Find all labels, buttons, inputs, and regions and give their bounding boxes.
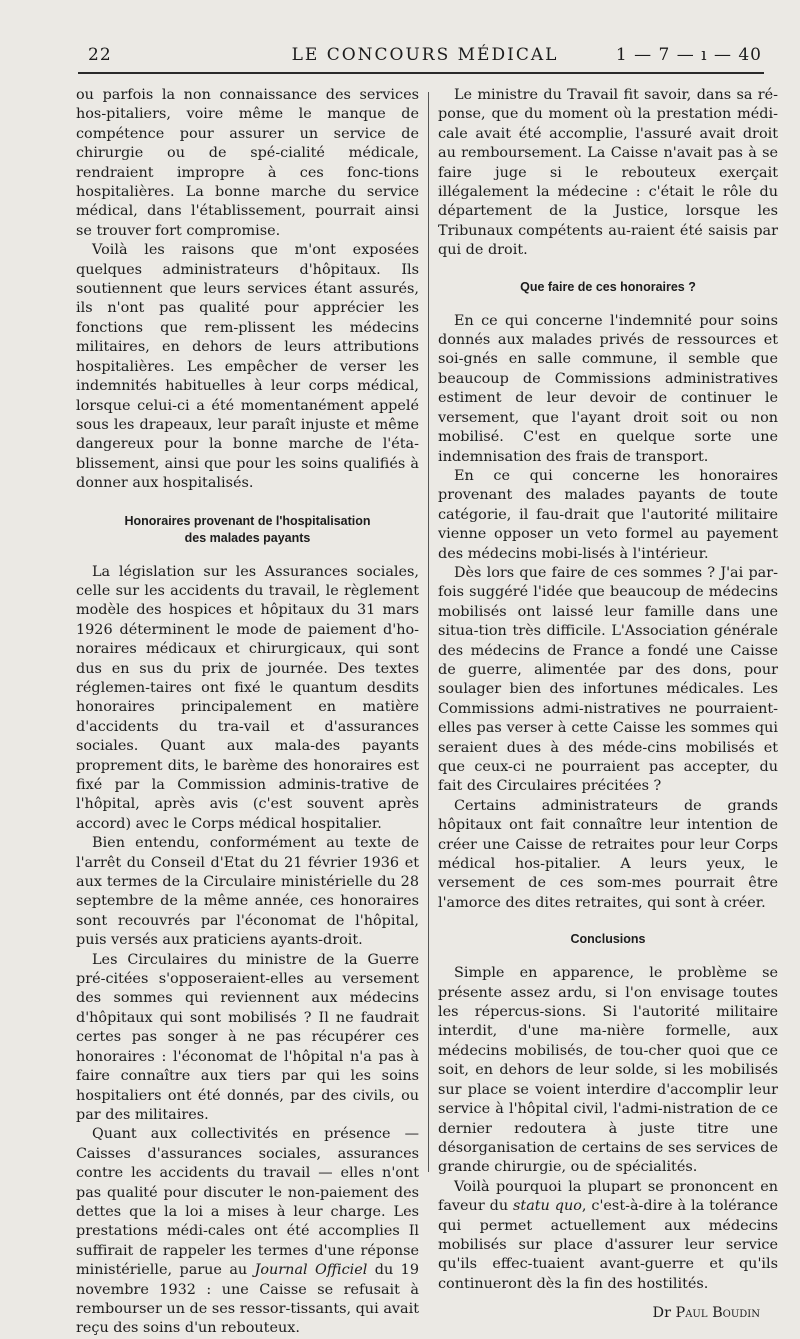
- header-rule: [78, 72, 764, 74]
- left-column: [76, 86, 419, 1339]
- page-header: [88, 40, 762, 70]
- signature-title: Dr: [652, 1305, 671, 1322]
- paragraph: ou parfois la non connaissance des services hos-pitaliers, voire même le manque de compétence pour assurer un service de chirurgie ou de spé-cialité médicale, rendraient impropre à ces fonc-tions hospitalières. La bonne marche du service médical, dans l'établissement, pourrait ainsi se trouver fort compromise.: [76, 87, 419, 239]
- journal-name: Journal Officiel: [254, 1262, 368, 1279]
- paragraph: Dès lors que faire de ces sommes ? J'ai par-fois suggéré l'idée que beaucoup de médecins mobilisés ont laissé leur famille dans une situa-tion très difficile. L'Association générale des médecins de France a fondé une Caisse de guerre, alimentée par des dons, pour soulager bien des infortunes médicales. Les Commissions admi-nistratives ne pourraient-elles pas verser à cette Caisse les sommes qui seraient dues à des méde-cins mobilisés et que ceux-ci ne pourraient pas accepter, du fait des Circulaires précitées ?: [438, 564, 778, 795]
- column-divider: [428, 92, 429, 1172]
- text-run: Quant aux collectivités en présence — Caisses d'assurances sociales, assurances contre les accidents du travail — elles n'ont pas qualité pour discuter le non-paiement des dettes que la loi a mises à leur charge. Les prestations médi-cales ont été accomplies Il suffirait de rappeler les termes d'une réponse ministérielle, parue au: [76, 1126, 419, 1279]
- signature: [438, 1304, 778, 1323]
- statu-quo: statu quo: [513, 1198, 582, 1215]
- paragraph: [76, 1125, 419, 1338]
- paragraph: Voilà les raisons que m'ont exposées quelques administrateurs d'hôpitaux. Ils soutiennent que leurs services étant assurés, ils n'ont pas qualité pour apprécier les fonctions que rem-plissent les médecins militaires, en dehors de leurs attributions hospitalières. Les empêcher de verser les indemnités habituelles à leur corps médical, lorsque celui-ci a été momentanément appelé sous les drapeaux, leur paraît injuste et même dangereux pour la bonne marche de l'éta-blissement, ainsi que pour les soins qualifiés à donner aux hospitalisés.: [76, 242, 419, 492]
- paragraph: Simple en apparence, le problème se présente assez ardu, si l'on envisage toutes les répercus-sions. Si l'autorité militaire interdit, d'une ma-nière formelle, aux médecins mobilisés, de tou-cher quoi que ce soit, en dehors de leur solde, si les mobilisés sur place se voient interdire d'accomplir leur service à l'hôpital civil, l'admi-nistration de ce dernier redoutera à juste titre une désorganisation de certains de ses services de grande chirurgie, ou de spécialités.: [438, 965, 778, 1176]
- paragraph: Le ministre du Travail fit savoir, dans sa ré-ponse, que du moment où la prestation médi-cale avait été accomplie, l'assuré avait droit au remboursement. La Caisse n'avait pas à se faire juge si le rebouteux exerçait illégalement la médecine : c'était le rôle du département de la Justice, lorsque les Tribunaux compétents au-raient été saisis par qui de droit.: [438, 87, 778, 259]
- paragraph: En ce qui concerne l'indemnité pour soins donnés aux malades privés de ressources et soi-gnés en salle commune, il semble que beaucoup de Commissions administratives estiment de leur devoir de continuer le versement, que l'ayant droit soit ou non mobilisé. C'est en quelque sorte une indemnisation des frais de transport.: [438, 312, 778, 465]
- section-heading-line: Honoraires provenant de l'hospitalisation: [124, 513, 371, 528]
- section-heading-honoraires: Que faire de ces honoraires ?: [520, 279, 696, 294]
- paragraph: Certains administrateurs de grands hôpitaux ont fait connaître leur intention de créer une Caisse de retraites pour leur Corps médical hos-pitalier. A leurs yeux, le versement de ces som-mes pourrait être l'amorce des dites retraites, qui sont à créer.: [438, 797, 778, 911]
- issue-date: 1 — 7 — ı — 40: [615, 45, 762, 65]
- journal-title: LE CONCOURS MÉDICAL: [291, 45, 559, 65]
- section-heading-conclusions: Conclusions: [570, 932, 646, 947]
- text-run: du 19 novembre 1932 : une Caisse se refusait à rembourser un de ses ressor-tissants, qui avait reçu des soins d'un rebouteux.: [76, 1262, 419, 1337]
- page-number: 22: [88, 45, 112, 65]
- section-heading-hospitalisation: [76, 513, 419, 547]
- text-run: Voilà pourquoi la plupart se prononcent en faveur du: [438, 1178, 778, 1215]
- right-column: [438, 86, 778, 1324]
- text-run: , c'est-à-dire à la tolérance qui permet actuellement aux médecins mobilisés sur place d'assurer leur service qu'ils effec-tuaient avant-guerre et qu'ils continueront dès la fin des hostilités.: [438, 1198, 778, 1292]
- signature-name: Paul Boudin: [675, 1305, 760, 1322]
- paragraph: Les Circulaires du ministre de la Guerre pré-citées s'opposeraient-elles au versement des sommes qui reviennent aux médecins d'hôpitaux qui sont mobilisés ? Il ne faudrait certes pas songer à ne pas récupérer ces honoraires : l'économat de l'hôpital n'a pas à faire connaître aux tiers par qui les soins hospitaliers ont été donnés, par des civils, ou par des militaires.: [76, 951, 419, 1123]
- paragraph: La législation sur les Assurances sociales, celle sur les accidents du travail, le règlement modèle des hospices et hôpitaux du 31 mars 1926 déterminent le mode de paiement d'ho-noraires médicaux et chirurgicaux, qui sont dus en sus du prix de journée. Des textes réglemen-taires ont fixé le quantum desdits honoraires principalement en matière d'accidents du tra-vail et d'assurances sociales. Quant aux mala-des payants proprement dits, le barème des honoraires est fixé par la Commission adminis-trative de l'hôpital, après avis (c'est souvent après accord) avec le Corps médical hospitalier.: [76, 563, 419, 832]
- paragraph: Bien entendu, conformément au texte de l'arrêt du Conseil d'Etat du 21 février 1936 et aux termes de la Circulaire ministérielle du 28 septembre de la même année, ces honoraires sont recouvrés par l'économat de l'hôpital, puis versés aux praticiens ayants-droit.: [76, 835, 419, 949]
- paragraph: [438, 1178, 778, 1294]
- section-heading-line: des malades payants: [184, 530, 311, 545]
- paragraph: En ce qui concerne les honoraires provenant des malades payants de toute catégorie, il fau-drait que l'autorité militaire vienne opposer un veto formel au payement des médecins mobi-lisés à l'intérieur.: [438, 467, 778, 562]
